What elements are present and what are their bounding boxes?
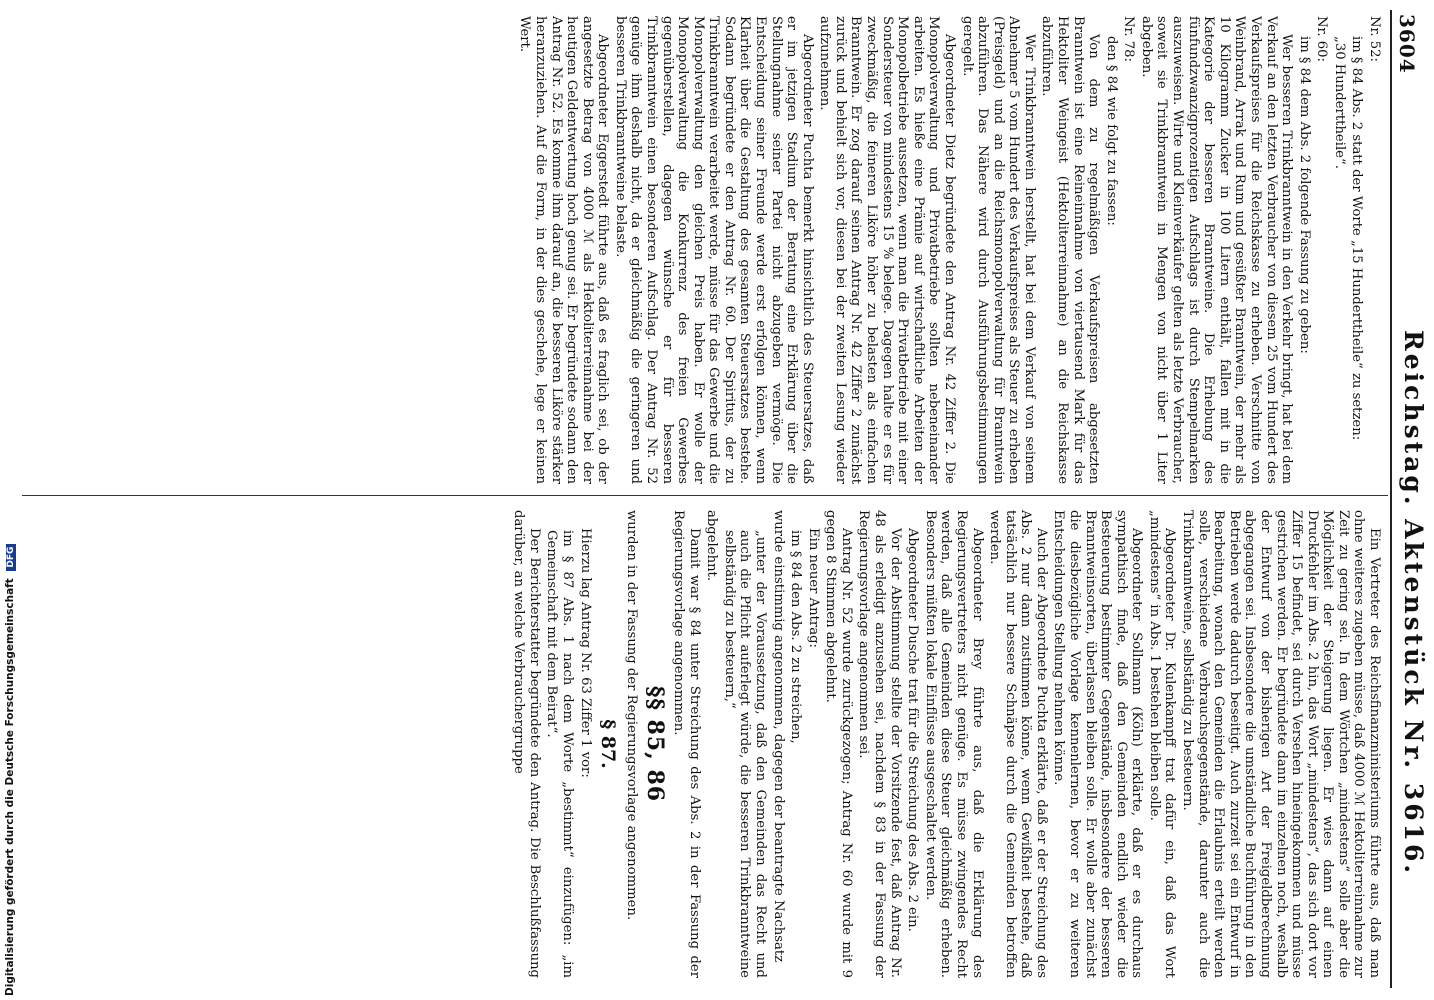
left-paragraph: Abgeordneter Dietz begründete den Antrag Nr. 42 Ziffer 2. Die Monopolverwaltung und Privatbetriebe sollten nebeneinander arbeiten. Es hieße eine Prämie auf wirtschaftliche Arbeiten der Monopolbetriebe aussetzen, wenn man die Privatbetriebe mit einer Sondersteuer von mindestens 15 % belege. Dagegen halte er es für zweckmäßig, die feineren Liköre höher zu belasten als einfachen Branntwein. Er zog darauf seinen Antrag Nr. 42 Ziffer 2 zunächst zurück und behielt sich vor, diesen bei der zweiten Lesung wieder aufzunehmen.: [817, 16, 957, 484]
running-title: Reichstag. Aktenstück Nr. 3616.: [1399, 330, 1428, 877]
page-number: 3604: [1395, 14, 1419, 74]
left-paragraph: Abgeordneter Puchta bemerkt hinsichtlich des Steuersatzes, daß er im jetzigen Stadium der Beratung eine Erklärung über die Stellungnahme seiner Partei nicht abzugeben vermöge. Die Entscheidung seiner Freunde werde erst erfolgen können, wenn Klarheit über die Gestaltung des gesamten Steuersatzes bestehe. Sodann begründete er den Antrag Nr. 60. Der Spiritus, der zu Trinkbranntwein verarbeitet werde, müsse für das Gewerbe und die Monopolverwaltung den gleichen Preis haben. Er wolle der Monopolverwaltung die Konkurrenz des freien Gewerbes gegenüberstellen, dagegen wünsche er für besseren Trinkbranntwein einen besonderen Aufschlag. Der Antrag Nr. 52 genüge ihm deshalb nicht, da er gleichmäßig die geringeren und besseren Trinkbranntweine belaste.: [612, 16, 815, 484]
page-header: [1394, 0, 1434, 1000]
right-paragraph: wurde einstimmig angenommen, dagegen der beantragte Nachsatz: [770, 510, 786, 963]
section-85-86-text: wurden in der Fassung der Regierungsvorlage angenommen.: [623, 510, 639, 921]
right-paragraph: Ein neuer Antrag:: [805, 528, 821, 648]
section-87-paragraph: Hierzu lag Antrag Nr. 63 Ziffer 1 vor:: [577, 528, 593, 778]
right-paragraph: Abgeordneter Dusche trat für die Streichung des Abs. 2 ein.: [905, 528, 921, 932]
section-87-paragraphs: [511, 510, 593, 978]
right-column-paragraphs: [671, 510, 1382, 978]
right-paragraph: Damit war § 84 unter Streichung des Abs. 2 in der Fassung der Regierungsvorlage angenommen.: [671, 510, 702, 978]
left-column: [515, 16, 1382, 484]
dfg-logo: DFG: [6, 544, 16, 571]
right-paragraph: Abgeordneter Brey führte aus, daß die Erklärung des Regierungsvertreters nicht genüge. Es müsse zwingendes Recht werden, daß alle Gemeinden diese Steuer gleichmäßig erheben. Besonders müßten lokale Einflüsse ausgeschaltet werden.: [922, 510, 985, 978]
left-paragraph: „30 Hunderttheile“.: [1331, 36, 1347, 169]
left-paragraph: Von dem zu regelmäßigen Verkaufspreisen abgesetzten Branntwein ist eine Reineinnahme von viertausend Mark für das Hektoliter Weingeist (Hektoliterreinnahme) an die Reichskasse abzuführen.: [1039, 16, 1102, 484]
left-paragraph: Abgeordneter Eggerstedt führte aus, daß es fraglich sei, ob der angesetzte Betrag von 4000 ℳ als Hektoliterreinnahme bei der heutigen Geldentwertung hoch genug sei. Er begründete sodann den Antrag Nr. 52. Es komme ihm darauf an, die besseren Liköre stärker heranzuziehen. Auf die Form, in der dies geschehe, lege er keinen Wert.: [517, 16, 611, 484]
left-paragraph: Wer Trinkbranntwein herstellt, hat bei dem Verkauf von seinem Abnehmer 5 vom Hundert des Verkaufspreises als Steuer zu erheben (Preisgeld) und an die Reichsmonopolverwaltung für Branntwein abzuführen. Das Nähere wird durch Ausführungsbestimmungen geregelt.: [959, 16, 1037, 484]
section-87-paragraph: Der Berichterstatter begründete den Antrag. Die Beschlußfassung darüber, an welche Verbrauchergruppe: [511, 510, 542, 978]
right-column: [509, 510, 1382, 978]
left-paragraph: Nr. 78:: [1121, 16, 1137, 63]
column-divider: [22, 495, 1388, 496]
left-paragraph: Wer besseren Trinkbranntwein in den Verkehr bringt, hat bei dem Verkauf an den letzten Verbraucher von diesem 25 vom Hundert des Verkaufspreises für die Reichskasse zu erheben. Verschnitte von Weinbrand, Arrak und Rum und gesüßter Branntwein, der mehr als 10 Kilogramm Zucker in 100 Litern enthält, fallen mit in die Kategorie der besseren Branntweine. Die Erhebung des fünfundzwanzigprozentigen Aufschlags ist durch Stempelmarken auszuweisen. Wirte und Kleinverkäufer gelten als letzte Verbraucher, soweit sie Trinkbranntwein in Mengen von nicht über 1 Liter abgeben.: [1138, 16, 1295, 484]
left-paragraph: Nr. 60:: [1314, 16, 1330, 63]
right-paragraph: Abgeordneter Dr. Kulenkampff trat dafür ein, daß das Wort „mindestens“ in Abs. 1 bestehen bleiben solle.: [1146, 510, 1178, 978]
right-paragraph: abgelehnt.: [704, 510, 720, 582]
left-paragraph: im § 84 dem Abs. 2 folgende Fassung zu geben:: [1296, 36, 1312, 354]
left-paragraph: den § 84 wie folgt zu fassen:: [1103, 36, 1119, 226]
header-rule: [1390, 10, 1392, 988]
right-paragraph: Abgeordneter Sollmann (Köln) erklärte, daß er es durchaus sympathisch finde, daß den Gemeinden endlich wieder die Besteuerung bestimmter Gegenstände, insbesondere der besseren Branntweinsorten, überlassen bleiben solle. Er wolle aber zunächst die diesbezügliche Vorlage kennenlernen, bevor er zu weiteren Entscheidungen Stellung nehmen könne.: [1051, 510, 1145, 978]
section-heading-85-86: §§ 85, 86: [641, 685, 668, 803]
right-paragraph: Auch der Abgeordnete Puchta erklärte, daß er der Streichung des Abs. 2 nur dann zustimmen könne, wenn Gewißheit bestehe, daß tatsächlich nur bessere Schnäpse durch die Gemeinden betroffen werden.: [987, 510, 1049, 978]
left-paragraph: Nr. 52:: [1367, 16, 1382, 63]
right-paragraph: Ein Vertreter des Reichsfinanzministeriums führte aus, daß man ohne weiteres zugeben müsse, daß 4000 ℳ Hektoliterreinnahme zur Zeit zu gering sei. In dem Wörtchen „mindestens“ solle aber die Möglichkeit der Steigerung liegen. Er wies dann auf einen Druckfehler im Abs. 2 hin, das Wort „mindestens“, das sich dort vor Ziffer 15 befindet, sei durch Versehen hineingekommen und müsse gestrichen werden. Er begründete dann im einzelnen noch, weshalb der Entwurf von der bisherigen Art der Freigeldberechnung abgegangen sei. Insbesondere die umständliche Buchführung in den Betrieben werde dadurch beseitigt. Auch zurzeit sei ein Entwurf in Bearbeitung, wonach den Gemeinden die Erlaubnis erteilt werden solle, verschiedene Verbrauchsgegenstände, darunter auch die Trinkbranntweine, selbständig zu besteuern.: [1180, 510, 1382, 978]
digitization-text: Digitalisierung gefördert durch die Deutsche Forschungsgemeinschaft: [4, 578, 16, 996]
right-paragraph: „unter der Voraussetzung, daß den Gemeinden das Recht und auch die Pflicht auferlegt würde, die besseren Trinkbranntweine selbständig zu besteuern,“: [721, 530, 769, 978]
right-paragraph: Antrag Nr. 52 wurde zurückgezogen; Antrag Nr. 60 wurde mit 9 gegen 8 Stimmen abgelehnt.: [823, 510, 854, 978]
left-paragraph: im § 84 Abs. 2 statt der Worte „15 Hunderttheile“ zu setzen:: [1349, 36, 1365, 441]
right-paragraph: Vor der Abstimmung stellte der Vorsitzende fest, daß Antrag Nr. 48 als erledigt anzusehen sei, nachdem § 83 in der Fassung der Regierungsvorlage angenommen sei.: [856, 510, 903, 978]
digitization-note: [4, 0, 18, 996]
right-paragraph: im § 84 den Abs. 2 zu streichen,: [788, 530, 804, 744]
section-87-paragraph: im § 87 Abs. 1 nach dem Worte „bestimmt“ einzufügen: „im Gemeinschaft mit dem Beirat“.: [544, 530, 576, 978]
section-heading-87: § 87.: [597, 719, 620, 769]
